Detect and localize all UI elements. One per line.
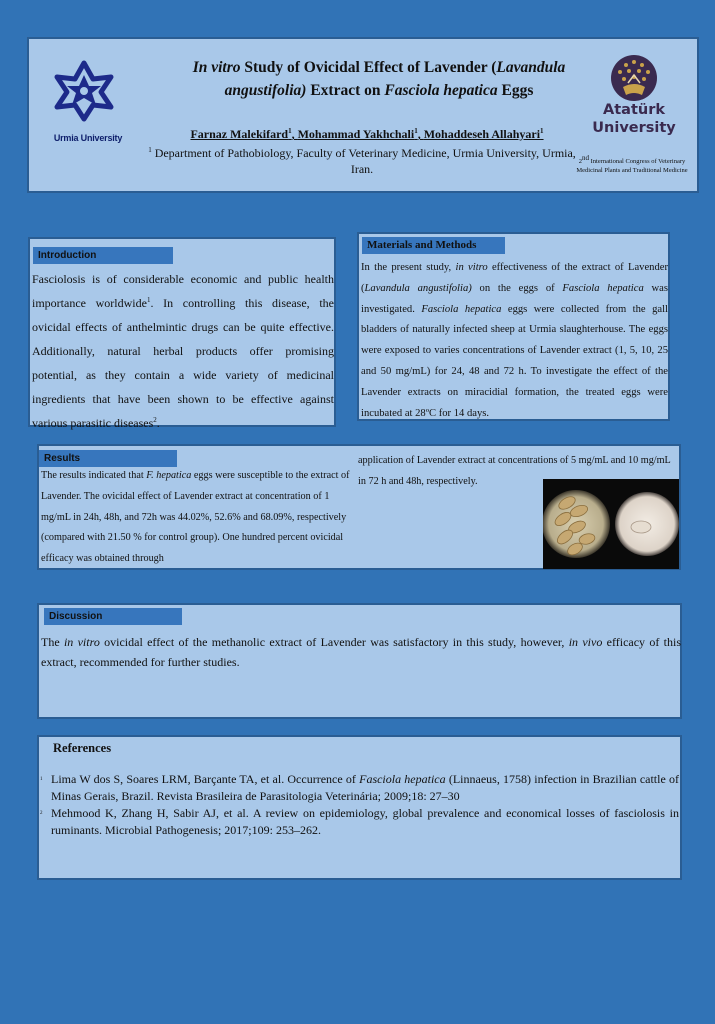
reference-item: 2 Mehmood K, Zhang H, Sabir AJ, et al. A review on epidemiology, global prevalence and economical losses of fasciolosis in ruminants. Microbial Pathogenesis; 2017;109: 253–262. bbox=[40, 806, 679, 837]
results-text-left: The results indicated that F. hepatica eggs were susceptible to the extract of Lavender. The ovicidal effect of Lavender extract at concentration of 1 mg/mL in 24h, 48h, and 72h was 44.02%, 52.6% and 68.09%, respectively (compared with 21.50 % for control group). One hundred percent ovicidal efficacy was obtained through bbox=[41, 470, 350, 565]
discussion-panel bbox=[37, 603, 682, 719]
urmia-university-logo bbox=[49, 59, 119, 123]
reference-item: 1 Lima W dos S, Soares LRM, Barçante TA, et al. Occurrence of Fasciola hepatica (Linnaeus, 1758) infection in Brazilian cattle of Minas Gerais, Brazil. Revista Brasileira de Parasitologia Veterinária; 2009;18: 27–30 bbox=[40, 772, 680, 803]
ataturk-university-logo bbox=[609, 53, 659, 103]
reference-list bbox=[40, 771, 680, 839]
introduction-text: Fasciolosis is of considerable economic and public health importance worldwide$^1$. In controlling this disease, the ovicidal effects of anthelmintic drugs can be quite effective. Additionally, natural herbal products offer promising potential, as they contain a wide variety of medicinal ingredients that have been shown to be effective against various parasitic diseases$^2$. bbox=[32, 272, 334, 430]
author: Mohaddeseh Allahyari bbox=[423, 127, 541, 141]
affiliation: $^1$ Department of Pathobiology, Faculty of Veterinary Medicine, Urmia University, Urmia, Iran. bbox=[148, 146, 576, 176]
references-heading: References bbox=[53, 741, 112, 755]
results-text-right: application of Lavender extract at concentrations of 5 mg/mL and 10 mg/mL in 72 h and 48h, respectively. bbox=[358, 455, 671, 487]
introduction-panel bbox=[28, 237, 336, 430]
methods-heading: Materials and Methods bbox=[362, 237, 505, 254]
author-list: Farnaz Malekifard$^1$, Mohammad Yakhchali$^1$, Mohaddeseh Allahyari$^1$ bbox=[190, 127, 544, 141]
fasciola-eggs-micrograph bbox=[543, 479, 679, 569]
introduction-heading: Introduction bbox=[33, 247, 173, 264]
header-panel bbox=[27, 37, 699, 193]
discussion-text: The in vitro ovicidal effect of the methanolic extract of Lavender was satisfactory in this study, however, in vivo efficacy of this extract, recommended for further studies. bbox=[41, 635, 681, 669]
methods-text: In the present study, in vitro effectiveness of the extract of Lavender (Lavandula angustifolia) on the eggs of Fasciola hepatica was investigated. Fasciola hepatica eggs were collected from the gall bladders of naturally infected sheep at Urmia slaughterhouse. The eggs were exposed to varies concentrations of Lavender extract (1, 5, 10, 25 and 50 mg/mL) for 24, 48 and 72 h. To investigate the effect of the Lavender extracts on miracidial formation, the treated eggs were incubated at 28ºC for 14 days. bbox=[361, 262, 668, 419]
references-panel bbox=[37, 735, 682, 880]
poster-title: In vitro Study of Ovicidal Effect of Lavender (Lavandula angustifolia) Extract on Fasciola hepatica Eggs bbox=[192, 59, 566, 99]
author: Mohammad Yakhchali bbox=[297, 127, 415, 141]
urmia-university-name: Urmia University bbox=[53, 133, 123, 143]
results-heading: Results bbox=[39, 450, 177, 467]
ataturk-university-name: Atatürk University bbox=[592, 102, 676, 136]
author: Farnaz Malekifard bbox=[190, 127, 289, 141]
discussion-heading: Discussion bbox=[44, 608, 182, 625]
methods-panel bbox=[357, 232, 670, 421]
congress-note: 2nd International Congress of Veterinary Medicinal Plants and Traditional Medicine bbox=[576, 153, 688, 174]
results-panel bbox=[37, 444, 681, 570]
